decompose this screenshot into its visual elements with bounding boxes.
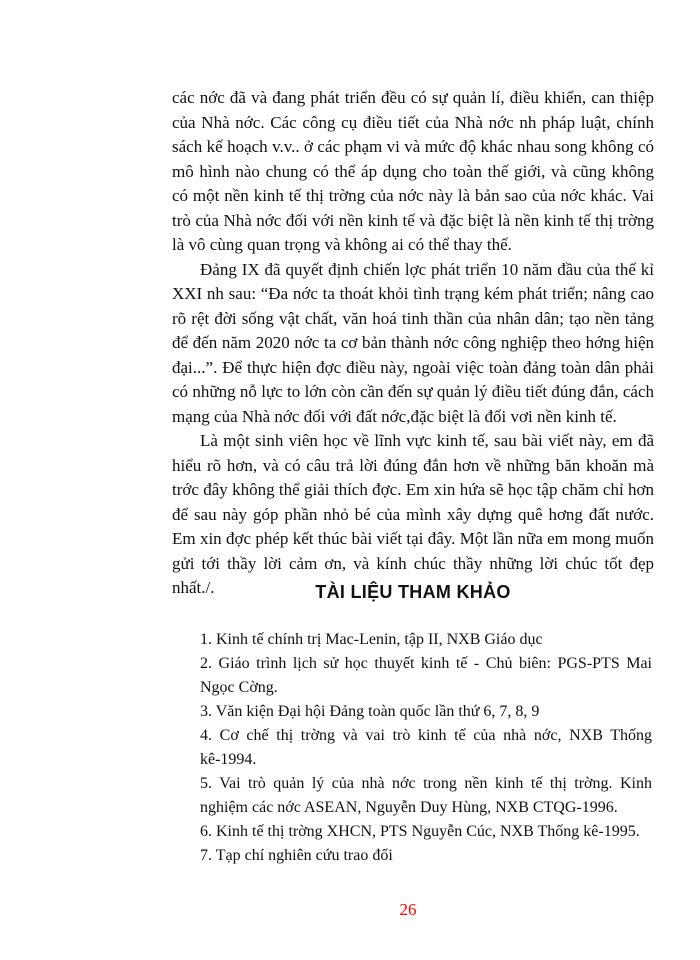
paragraph-conclusion-3: Là một sinh viên học về lĩnh vực kinh tế, sau bài viết này, em đã hiểu rõ hơn, và có câu trả lời đúng đắn hơn về những băn khoăn mà trớc đây không thể giải thích đợc. Em xin hứa sẽ học tập chăm chỉ hơn để sau này góp phần nhỏ bé của mình xây dựng quê hơng đất nước. Em xin đợc phép kết thúc bài viết tại đây. Một lần nữa em mong muốn gửi tới thầy lời cảm ơn, và kính chúc thầy những lời chúc tốt đẹp nhất./. bbox=[172, 431, 654, 597]
reference-item: 6. Kinh tế thị trờng XHCN, PTS Nguyễn Cúc, NXB Thống kê-1995. bbox=[200, 823, 640, 840]
reference-item: 1. Kinh tế chính trị Mac-Lenin, tập II, NXB Giáo dục bbox=[200, 631, 543, 648]
reference-item: 7. Tạp chí nghiên cứu trao đổi bbox=[200, 847, 393, 864]
reference-item: 4. Cơ chế thị trờng và vai trò kinh tế của nhà nớc, NXB Thống kê-1994. bbox=[200, 727, 652, 768]
references-list bbox=[200, 628, 652, 868]
reference-item: 2. Giáo trình lịch sử học thuyết kinh tế - Chủ biên: PGS-PTS Mai Ngọc Cờng. bbox=[200, 655, 652, 696]
reference-item: 3. Văn kiện Đại hội Đảng toàn quốc lần thứ 6, 7, 8, 9 bbox=[200, 703, 540, 720]
references-title: TÀI LIỆU THAM KHẢO bbox=[315, 582, 511, 602]
paragraph-conclusion-2: Đảng IX đã quyết định chiến lợc phát triển 10 năm đầu của thế kỉ XXI nh sau: “Đa nớc ta thoát khỏi tình trạng kém phát triển; nâng cao rõ rệt đời sống vật chất, văn hoá tinh thần của nhân dân; tạo nền tảng để đến năm 2020 nớc ta cơ bản thành nớc công nghiệp theo hớng hiện đại...”. Để thực hiện đợc điều này, ngoài việc toàn đảng toàn dân phải có những nỗ lực to lớn còn cần đến sự quản lý điều tiết đúng đắn, cách mạng của Nhà nớc đối với đất nớc,đặc biệt là đối vơi nền kinh tế. bbox=[172, 259, 654, 426]
body-text bbox=[172, 86, 654, 601]
paragraph-conclusion-1: các nớc đã và đang phát triển đều có sự quản lí, điều khiển, can thiệp của Nhà nớc. Các công cụ điều tiết của Nhà nớc nh pháp luật, chính sách kế hoạch v.v.. ở các phạm vi và mức độ khác nhau song không có mô hình nào chung có thể áp dụng cho toàn thế giới, và cũng không có một nền kinh tế thị trờng của nớc này là bản sao của nớc khác. Vai trò của Nhà nớc đối với nền kinh tế và đặc biệt là nền kinh tế thị trờng là vô cùng quan trọng và không ai có thể thay thế. bbox=[172, 88, 654, 254]
page-number: 26 bbox=[399, 900, 417, 919]
reference-item: 5. Vai trò quản lý của nhà nớc trong nền kinh tế thị trờng. Kinh nghiệm các nớc ASEAN, Nguyễn Duy Hùng, NXB CTQG-1996. bbox=[200, 775, 652, 816]
